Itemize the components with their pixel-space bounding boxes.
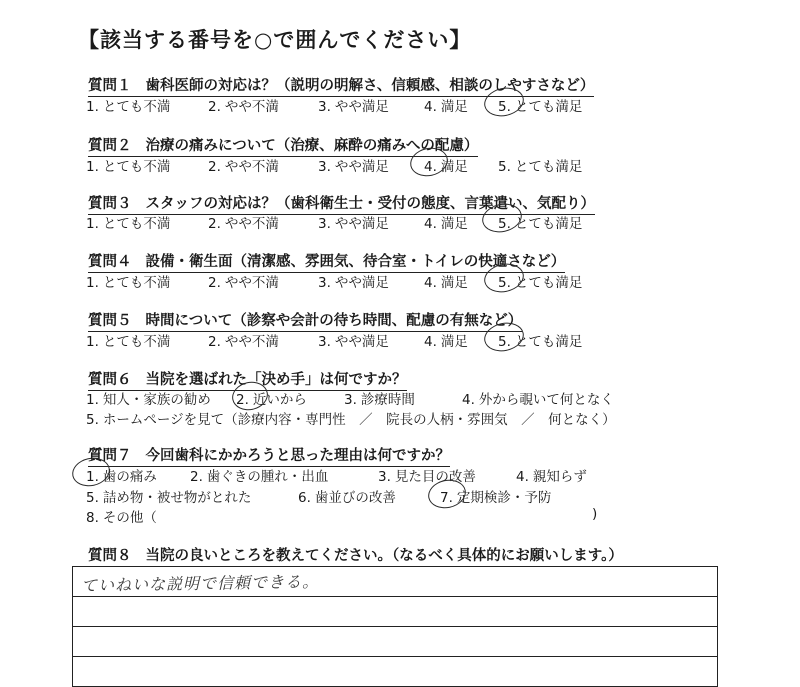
q3-option-5[interactable]: 5. とても満足: [498, 216, 583, 232]
q8-answer-box[interactable]: [72, 566, 718, 687]
q5-option-4[interactable]: 4. 満足: [424, 334, 468, 350]
q8-handwritten-answer: ていねいな説明で信頼できる。: [80, 571, 320, 596]
q1-option-2[interactable]: 2. やや不満: [208, 99, 279, 115]
q7-option-1[interactable]: 1. 歯の痛み: [86, 469, 157, 485]
q7-other-close-paren: ): [592, 506, 598, 522]
question-4-number: 質問４: [88, 254, 132, 270]
question-7-number: 質問７: [88, 448, 132, 464]
question-5-number: 質問５: [88, 313, 132, 329]
question-5-title: [88, 309, 522, 332]
q7-option-2[interactable]: 2. 歯ぐきの腫れ・出血: [190, 469, 329, 485]
q2-option-5[interactable]: 5. とても満足: [498, 159, 583, 175]
question-3-text: スタッフの対応は？（歯科衛生士・受付の態度、言葉遣い、気配り）: [145, 196, 595, 212]
q1-option-3[interactable]: 3. やや満足: [318, 99, 389, 115]
question-2-text: 治療の痛みについて（治療、麻酔の痛みへの配慮）: [145, 138, 479, 154]
q6-option-4[interactable]: 4. 外から覗いて何となく: [462, 392, 614, 408]
question-1-number: 質問１: [88, 78, 132, 94]
question-4-text: 設備・衛生面（清潔感、雰囲気、待合室・トイレの快適さなど）: [145, 254, 566, 270]
q7-option-3[interactable]: 3. 見た目の改善: [378, 469, 476, 485]
q6-option-3[interactable]: 3. 診療時間: [344, 392, 415, 408]
q3-option-2[interactable]: 2. やや不満: [208, 216, 279, 232]
q7-option-5[interactable]: 5. 詰め物・被せ物がとれた: [86, 490, 252, 506]
question-8-title: [88, 544, 623, 567]
q4-option-1[interactable]: 1. とても不満: [86, 275, 171, 291]
q2-option-4[interactable]: 4. 満足: [424, 159, 468, 175]
q1-option-4[interactable]: 4. 満足: [424, 99, 468, 115]
q6-option-1[interactable]: 1. 知人・家族の勧め: [86, 392, 211, 408]
question-8-text: 当院の良いところを教えてください。（なるべく具体的にお願いします。）: [145, 548, 623, 564]
q3-option-3[interactable]: 3. やや満足: [318, 216, 389, 232]
q4-option-5[interactable]: 5. とても満足: [498, 275, 583, 291]
answer-line: [73, 596, 717, 597]
q2-option-1[interactable]: 1. とても不満: [86, 159, 171, 175]
q4-option-3[interactable]: 3. やや満足: [318, 275, 389, 291]
q7-option-4[interactable]: 4. 親知らず: [516, 469, 587, 485]
question-1-text: 歯科医師の対応は？（説明の明解さ、信頼感、相談のしやすさなど）: [145, 78, 595, 94]
q2-option-3[interactable]: 3. やや満足: [318, 159, 389, 175]
question-7-title: [88, 444, 450, 467]
question-3-number: 質問３: [88, 196, 132, 212]
answer-line: [73, 626, 717, 627]
q6-option-2[interactable]: 2. 近いから: [236, 392, 307, 408]
q4-option-2[interactable]: 2. やや不満: [208, 275, 279, 291]
q7-option-8[interactable]: 8. その他（: [86, 510, 157, 526]
q5-option-5[interactable]: 5. とても満足: [498, 334, 583, 350]
q1-option-1[interactable]: 1. とても不満: [86, 99, 171, 115]
q5-option-1[interactable]: 1. とても不満: [86, 334, 171, 350]
q7-option-6[interactable]: 6. 歯並びの改善: [298, 490, 396, 506]
question-5-text: 時間について（診察や会計の待ち時間、配慮の有無など）: [145, 313, 523, 329]
question-7-text: 今回歯科にかかろうと思った理由は何ですか？: [145, 448, 450, 464]
q2-option-2[interactable]: 2. やや不満: [208, 159, 279, 175]
q4-option-4[interactable]: 4. 満足: [424, 275, 468, 291]
q6-option-5[interactable]: 5. ホームページを見て（診療内容・専門性 ／ 院長の人柄・雰囲気 ／ 何となく）: [86, 412, 616, 428]
page-title: 【該当する番号を○で囲んでください】: [78, 28, 472, 52]
q5-option-2[interactable]: 2. やや不満: [208, 334, 279, 350]
q5-option-3[interactable]: 3. やや満足: [318, 334, 389, 350]
q7-option-7[interactable]: 7. 定期検診・予防: [440, 490, 552, 506]
question-6-text: 当院を選ばれた「決め手」は何ですか？: [145, 372, 407, 388]
q1-option-5[interactable]: 5. とても満足: [498, 99, 583, 115]
question-6-number: 質問６: [88, 372, 132, 388]
question-2-number: 質問２: [88, 138, 132, 154]
q3-option-4[interactable]: 4. 満足: [424, 216, 468, 232]
answer-line: [73, 656, 717, 657]
q3-option-1[interactable]: 1. とても不満: [86, 216, 171, 232]
question-8-number: 質問８: [88, 548, 132, 564]
